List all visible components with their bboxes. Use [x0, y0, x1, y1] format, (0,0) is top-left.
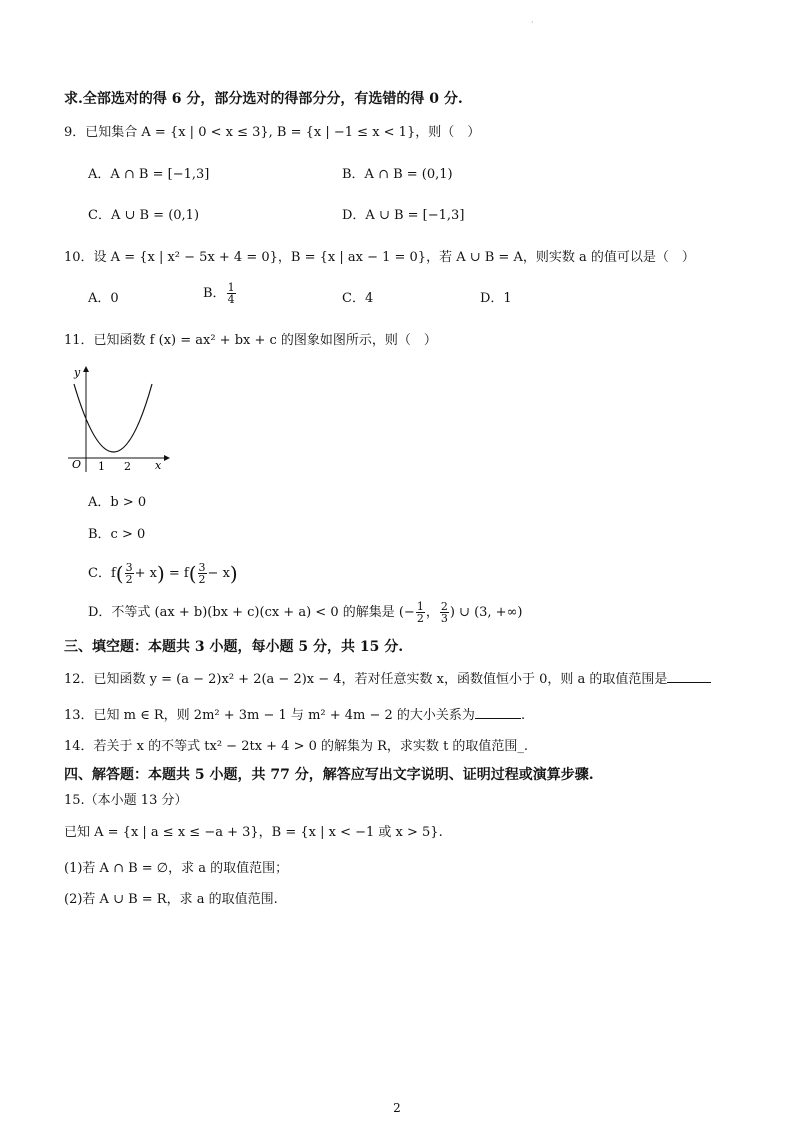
denominator: 3: [440, 612, 448, 625]
x-axis-arrow: [164, 455, 170, 461]
y-axis-label: y: [74, 366, 81, 379]
y-axis-arrow: [83, 366, 89, 372]
q11-option-a: A．b > 0: [88, 495, 147, 510]
page-number: 2: [393, 1101, 401, 1115]
q13-text: [64, 706, 525, 725]
q11-d-sep: ，: [425, 605, 439, 620]
q10-option-b: [203, 282, 237, 305]
parabola-graph: [62, 362, 172, 474]
section-4-heading: 四、解答题：本题共 5 小题，共 77 分，解答应写出文字说明、证明过程或演算步骤.: [64, 767, 594, 783]
q12-stem: 12．已知函数 y = (a − 2)x² + 2(a − 2)x − 4，若对任意实数 x，函数值恒小于 0，则 a 的取值范围是: [64, 672, 668, 687]
q11-c-prefix: C．f: [88, 566, 116, 581]
fraction: [440, 601, 449, 624]
denominator: 2: [416, 612, 424, 625]
q10-stem: 10．设 A = {x | x² − 5x + 4 = 0}，B = {x | ax − 1 = 0}，若 A ∪ B = A，则实数 a 的值可以是（ ）: [64, 250, 695, 265]
q11-option-d: [88, 601, 522, 624]
tick-label-1: 1: [98, 460, 105, 473]
numerator: 1: [416, 600, 424, 613]
q11-d-suffix: ) ∪ (3, +∞): [449, 605, 523, 620]
q10-option-c: C．4: [342, 291, 374, 306]
q9-option-a: A．A ∩ B = [−1,3]: [88, 167, 210, 182]
numerator: 1: [227, 281, 235, 294]
fraction: [227, 282, 236, 305]
denominator: 2: [198, 573, 206, 586]
q9-option-c: C．A ∪ B = (0,1): [88, 208, 200, 223]
q11-c-term2: − x: [207, 566, 230, 581]
origin-label: O: [72, 458, 82, 471]
x-axis-label: x: [155, 459, 162, 472]
q11-c-equals: = f: [168, 566, 189, 581]
q11-c-term1: + x: [134, 566, 157, 581]
q15-part-2: (2)若 A ∪ B = R，求 a 的取值范围.: [64, 892, 278, 907]
q11-option-b: B．c > 0: [88, 527, 146, 542]
q11-d-prefix: D．不等式 (ax + b)(bx + c)(cx + a) < 0 的解集是 (−: [88, 605, 415, 620]
q9-option-b: B．A ∩ B = (0,1): [342, 167, 453, 182]
q9-stem: 9．已知集合 A = {x | 0 < x ≤ 3}, B = {x | −1 ≤ x < 1}，则（ ）: [64, 125, 481, 140]
section-3-heading: 三、填空题：本题共 3 小题，每小题 5 分，共 15 分.: [64, 639, 404, 655]
q11-option-c: C．f( $\frac{3}{2}$ + x) = f( $\frac{3}{2}$ − x): [88, 561, 238, 586]
q13-end: .: [520, 708, 526, 723]
numerator: 3: [198, 561, 206, 574]
q10-option-b-label: B．: [203, 286, 226, 301]
q9-option-d: D．A ∪ B = [−1,3]: [342, 208, 465, 223]
numerator: 3: [125, 561, 133, 574]
top-mark: ·: [531, 18, 534, 27]
denominator: 4: [227, 293, 235, 306]
denominator: 2: [125, 573, 133, 586]
fraction: [125, 562, 134, 585]
instruction-text: 求.全部选对的得 6 分，部分选对的得部分分，有选错的得 0 分.: [64, 91, 463, 107]
numerator: 2: [440, 600, 448, 613]
q10-option-a: A．0: [88, 291, 119, 306]
q15-head: 15.（本小题 13 分）: [64, 793, 188, 808]
answer-blank: [667, 670, 711, 683]
q15-part-1: (1)若 A ∩ B = ∅，求 a 的取值范围；: [64, 861, 289, 876]
fraction: [198, 562, 207, 585]
tick-label-2: 2: [124, 460, 131, 473]
q10-option-d: D．1: [480, 291, 512, 306]
fraction: [416, 601, 425, 624]
answer-blank: [475, 706, 521, 719]
q15-given: 已知 A = {x | a ≤ x ≤ −a + 3}，B = {x | x < −1 或 x > 5}.: [64, 825, 443, 840]
q14-text: 14．若关于 x 的不等式 tx² − 2tx + 4 > 0 的解集为 R，求实数 t 的取值范围_.: [64, 739, 529, 754]
q13-stem: 13．已知 m ∈ R，则 2m² + 3m − 1 与 m² + 4m − 2 的大小关系为: [64, 708, 475, 723]
q11-stem: 11．已知函数 f (x) = ax² + bx + c 的图象如图所示，则（ ）: [64, 333, 437, 348]
q12-text: [64, 670, 711, 689]
